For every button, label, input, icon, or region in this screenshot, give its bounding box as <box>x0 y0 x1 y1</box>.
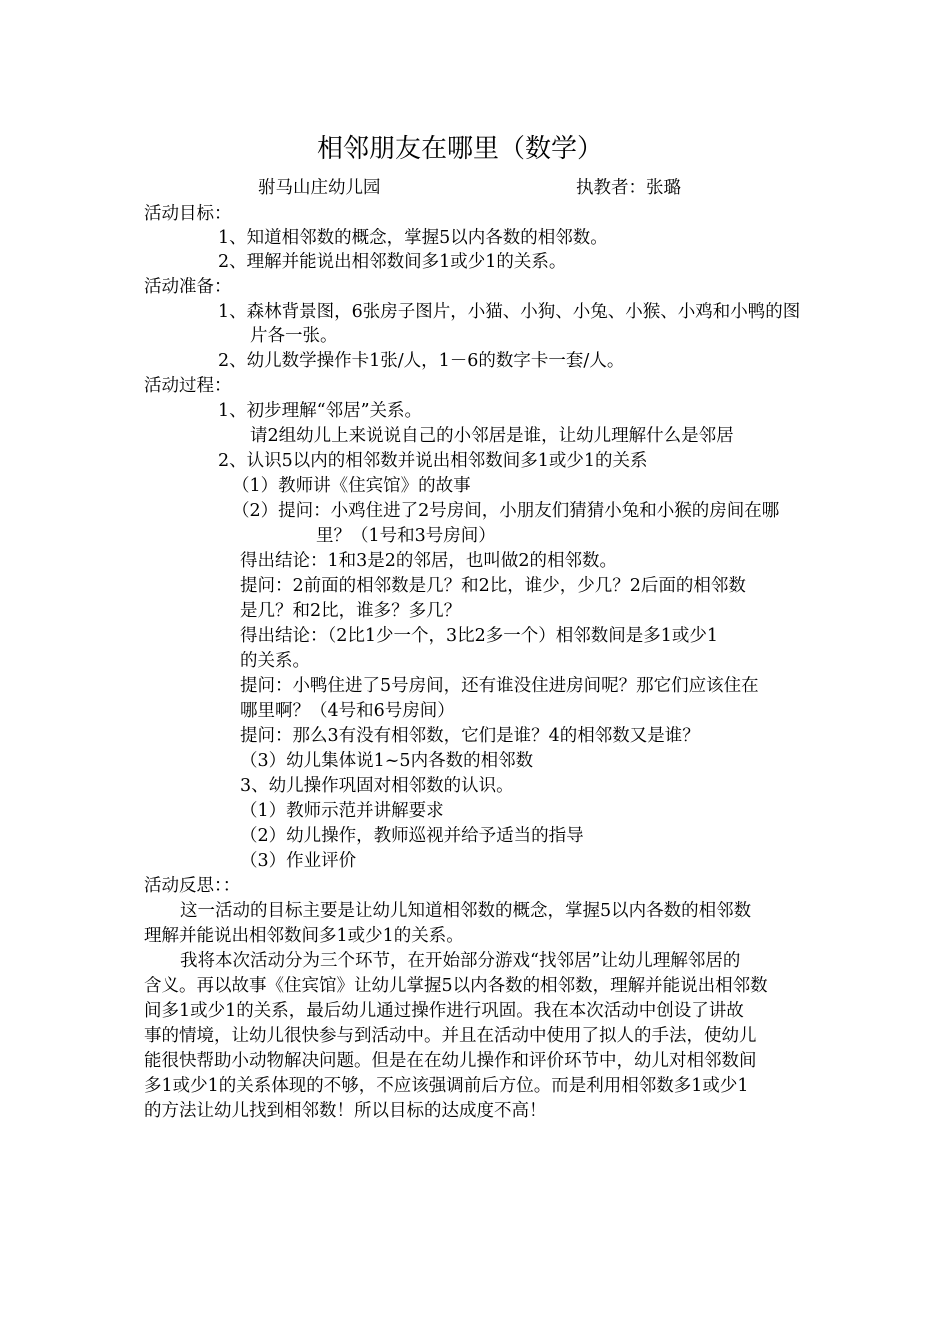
reflection-line: 我将本次活动分为三个环节，在开始部分游戏“找邻居”让幼儿理解邻居的 <box>180 951 741 971</box>
goal-item: 2、理解并能说出相邻数间多1或少1的关系。 <box>218 252 567 272</box>
goal-item: 1、知道相邻数的概念，掌握5以内各数的相邻数。 <box>218 228 608 248</box>
reflection-line: 含义。再以故事《住宾馆》让幼儿掌握5以内各数的相邻数，理解并能说出相邻数 <box>144 976 768 996</box>
process-line: 提问：那么3有没有相邻数，它们是谁？4的相邻数又是谁？ <box>240 726 700 746</box>
process-line: （3）作业评价 <box>240 851 357 871</box>
goals-heading: 活动目标： <box>144 204 232 224</box>
process-line: 哪里啊？（4号和6号房间） <box>240 701 455 721</box>
process-line: 里？（1号和3号房间） <box>316 526 496 546</box>
process-line: 是几？和2比，谁多？多几？ <box>240 601 462 621</box>
process-line: （3）幼儿集体说1~5内各数的相邻数 <box>240 751 534 771</box>
process-line: 提问：小鸭住进了5号房间，还有谁没住进房间呢？那它们应该住在 <box>240 676 759 696</box>
reflection-line: 间多1或少1的关系，最后幼儿通过操作进行巩固。我在本次活动中创设了讲故 <box>144 1001 744 1021</box>
reflection-line: 多1或少1的关系体现的不够，不应该强调前后方位。而是利用相邻数多1或少1 <box>144 1076 749 1096</box>
page-title: 相邻朋友在哪里（数学） <box>317 134 604 164</box>
process-line: 的关系。 <box>240 651 310 671</box>
prep-heading: 活动准备： <box>144 277 232 297</box>
reflection-line: 事的情境，让幼儿很快参与到活动中。并且在活动中使用了拟人的手法，使幼儿 <box>144 1026 757 1046</box>
reflection-line: 能很快帮助小动物解决问题。但是在在幼儿操作和评价环节中，幼儿对相邻数间 <box>144 1051 757 1071</box>
prep-item-continuation: 片各一张。 <box>250 326 338 346</box>
process-line: （1）教师讲《住宾馆》的故事 <box>232 476 471 496</box>
process-line: （2）提问：小鸡住进了2号房间，小朋友们猜猜小兔和小猴的房间在哪 <box>232 501 780 521</box>
reflection-line: 理解并能说出相邻数间多1或少1的关系。 <box>144 926 464 946</box>
process-line: （1）教师示范并讲解要求 <box>240 801 444 821</box>
reflection-line: 这一活动的目标主要是让幼儿知道相邻数的概念，掌握5以内各数的相邻数 <box>180 901 752 921</box>
teacher-name: 执教者：张璐 <box>576 178 681 198</box>
process-heading: 活动过程： <box>144 376 232 396</box>
school-name: 驸马山庄幼儿园 <box>258 178 381 198</box>
process-line: 请2组幼儿上来说说自己的小邻居是谁，让幼儿理解什么是邻居 <box>250 426 734 446</box>
prep-item: 2、幼儿数学操作卡1张/人，1－6的数字卡一套/人。 <box>218 351 625 371</box>
process-line: 2、认识5以内的相邻数并说出相邻数间多1或少1的关系 <box>218 451 648 471</box>
process-line: 得出结论：（2比1少一个，3比2多一个）相邻数间是多1或少1 <box>240 626 719 646</box>
reflection-line: 的方法让幼儿找到相邻数！所以目标的达成度不高！ <box>144 1101 547 1121</box>
reflection-heading: 活动反思：： <box>144 876 241 896</box>
process-line: （2）幼儿操作，教师巡视并给予适当的指导 <box>240 826 584 846</box>
process-line: 得出结论：1和3是2的邻居，也叫做2的相邻数。 <box>240 551 618 571</box>
process-line: 提问：2前面的相邻数是几？和2比，谁少，少几？2后面的相邻数 <box>240 576 746 596</box>
process-line: 3、幼儿操作巩固对相邻数的认识。 <box>240 776 514 796</box>
prep-item: 1、森林背景图，6张房子图片，小猫、小狗、小兔、小猴、小鸡和小鸭的图 <box>218 302 801 322</box>
process-line: 1、初步理解“邻居”关系。 <box>218 401 423 421</box>
